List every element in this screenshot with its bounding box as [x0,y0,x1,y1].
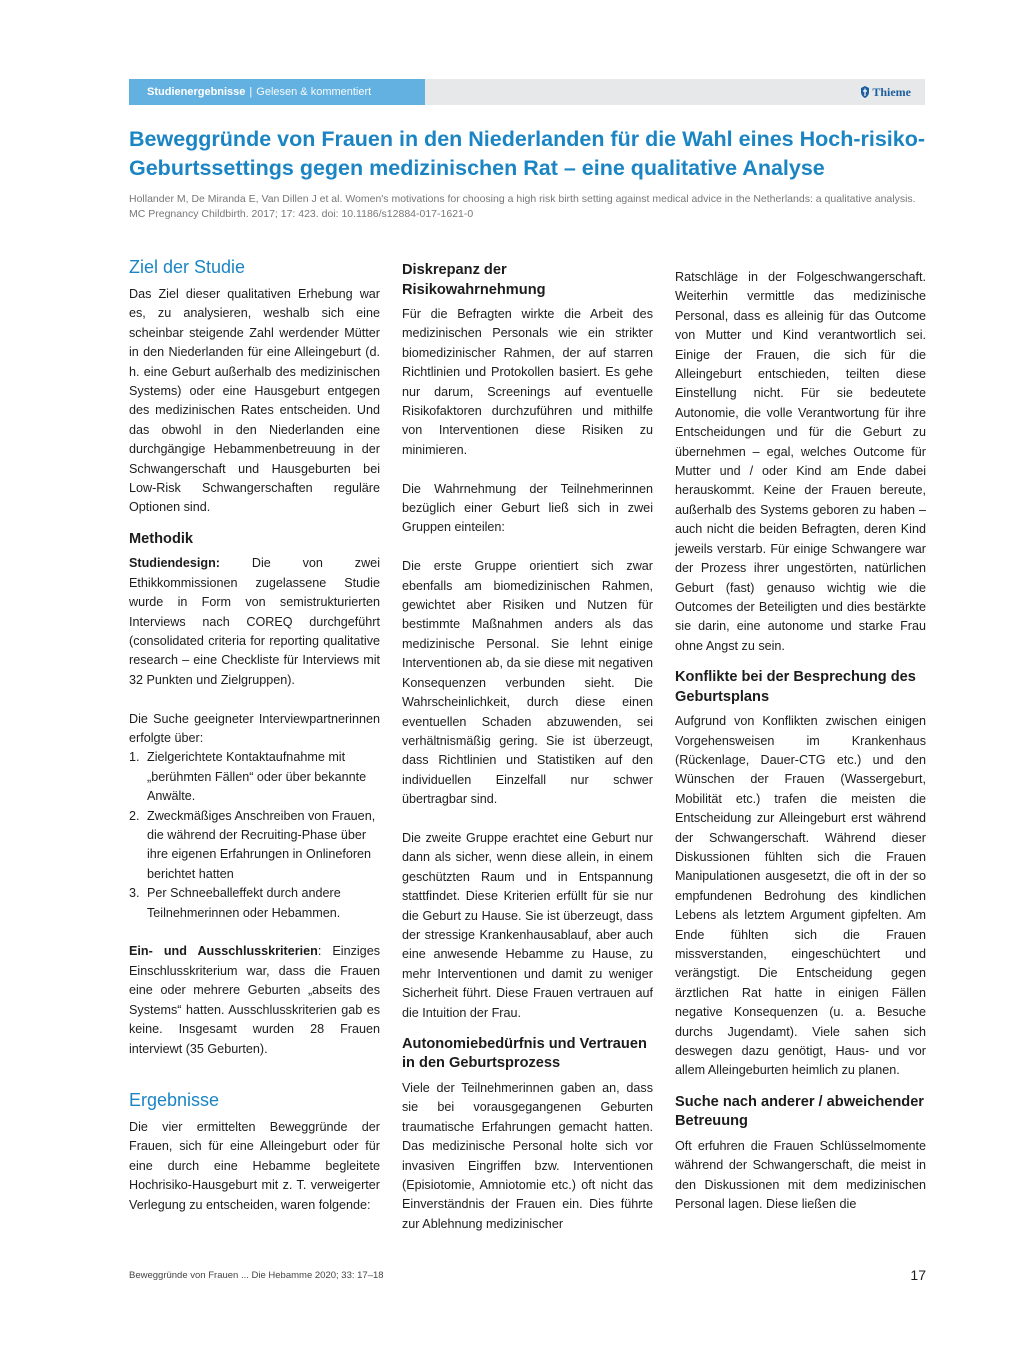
heading-methodik: Methodik [129,530,194,547]
heading-autonomie: Autonomiebedürfnis und Vertrauen in den Geburtsprozess [402,1035,647,1072]
text-column-3 [675,268,926,1214]
heading-konflikte: Konflikte bei der Besprechung des Geburtsplans [675,669,916,705]
article-title: Beweggründe von Frauen in den Niederlanden für die Wahl eines Hoch-risiko-Geburtssettings gegen medizinischen Rat – eine qualitative Analyse [129,127,926,180]
publisher-logo [860,79,911,105]
paragraph-ergebnisse: Die vier ermittelten Beweggründe der Frauen, sich für eine Alleingeburt oder für eine durch eine Hebamme begleitete Hochrisiko-Hausgeburt mit z. T. verweigerter Verlegung zu entscheiden, waren folgende: [129,1119,380,1212]
page-number: 17 [910,1267,926,1283]
text-column-2 [402,255,653,1234]
paragraph-suche: Die Suche geeigneter Interviewpartnerinnen erfolgte über: [129,711,380,746]
kriterien-label: Ein- und Ausschlusskriterien [129,944,318,959]
paragraph: Für die Befragten wirkte die Arbeit des medizinischen Personals wie ein strikter biomedizinischer Rahmen, der auf starren Richtlinien und Protokollen basiert. Es gehe nur darum, Screenings auf eventuelle Risikofaktoren durchzuführen und mithilfe von Interventionen diese Risiken zu minimieren. [402,307,653,457]
paragraph: Oft erfuhren die Frauen Schlüsselmomente während der Schwangerschaft, die meist in den Diskussionen mit dem medizinischen Personal lagen. Diese ließen die [675,1138,926,1212]
running-header [129,79,925,105]
paragraph: Ratschläge in der Folgeschwangerschaft. Weiterhin vermittle das medizinische Personal, dass es alleinig für das Outcome von Mutter und Kind verantwortlich sei. Einige der Frauen, die sich für die Alleingeburt entschieden, teilten diese Einstellung nicht. Für sie bedeutete Autonomie, die volle Verantwortung für ihre Entscheidungen und für die Geburt zu übernehmen – egal, welches Outcome für Mutter und / oder Kind am Ende dabei herauskommt. Keine der Frauen bereute, außerhalb des Systems geboren zu haben – auch nicht die beiden Befragten, deren Kind jeweils verstarb. Für einige Schwangere war der Prozess ihrer ungestörten, natürlichen Geburt (fast) genauso wichtig wie die Outcomes der Beteiligten und dies bestärkte sie darin, eine autonome und starke Frau ohne Angst zu sein. [675,270,926,653]
article-citation: Hollander M, De Miranda E, Van Dillen J et al. Women's motivations for choosing a high risk birth setting against medical advice in the Netherlands: a qualitative analysis. MC Pregnancy Childbirth. 2017; 17: 423. doi: 10.1186/s12884-017-1621-0 [129,193,916,220]
kriterien-text: : Einziges Einschlusskriterium war, dass die Frauen eine oder mehrere Geburten „abseits des Systems“ hatten. Ausschlusskriterien gab es keine. Insgesamt wurden 28 Frauen interviewt (35 Geburten). [129,944,380,1056]
running-footer: Beweggründe von Frauen ... Die Hebamme 2020; 33: 17–18 [129,1270,384,1281]
text-column-1 [129,255,380,1215]
paragraph: Die zweite Gruppe erachtet eine Geburt nur dann als sicher, wenn diese allein, in einem geschützten Raum und in Entspannung stattfindet. Diese Kriterien erfüllt für sie nur die Geburt zu Hause. Sie ist überzeugt, dass der stressige Krankenhausablauf, aber auch eine anwesende Hebamme zu Hause, zu mehr Interventionen und damit zu weniger Sicherheit führt. Diese Frauen vertrauen auf die Intuition der Frau. [402,830,653,1020]
studiendesign-text: Die von zwei Ethikkommissionen zugelassene Studie wurde in Form von semistrukturierten Interviews nach COREQ durchgeführt (consolidated criteria for reporting qualitative research – eine Checkliste für Interviews mit 32 Punkten und Zielgruppen). [129,556,380,687]
section-label [129,79,425,105]
heading-ergebnisse: Ergebnisse [129,1089,220,1110]
paragraph: Die erste Gruppe orientiert sich zwar ebenfalls am biomedizinischen Rahmen, gewichtet aber Risiken und Nutzen für bestimmte Maßnahmen anders als das medizinische Personal. Sie lehnt einige Interventionen ab, da sie diese mit negativen Konsequenzen verbunden sieht. Die Wahrscheinlichkeit, durch diese einen eventuellen Schaden abzuwenden, sei verhältnismäßig gering. Sie ist überzeugt, dass Richtlinien und Statistiken auf den individuellen Einzelfall nur schwer übertragbar sind. [402,559,653,807]
subsection-name: Gelesen & kommentiert [256,86,372,98]
heading-diskrepanz: Diskrepanz der Risikowahrnehmung [402,262,546,298]
paragraph-kriterien [129,942,380,1058]
heading-ziel: Ziel der Studie [129,257,246,277]
paragraph: Die Wahrnehmung der Teilnehmerinnen bezüglich einer Geburt ließ sich in zwei Gruppen einteilen: [402,481,653,535]
header-separator: | [249,86,253,98]
recruiting-list [129,748,380,923]
list-item: 2. Zweckmäßiges Anschreiben von Frauen, die während der Recruiting-Phase über ihre eigenen Erfahrungen in Onlineforen berichtet hatten [129,808,376,881]
list-item: 1. Zielgerichtete Kontaktaufnahme mit „berühmten Fällen“ oder über bekannte Anwälte. [129,750,367,804]
paragraph: Aufgrund von Konflikten zwischen einigen Vorgehensweisen im Krankenhaus (Rückenlage, Dauer-CTG etc.) und den Wünschen der Frauen (Wassergeburt, Mobilität etc.) trafen die meisten die Entscheidung zur Alleingeburt erst während der Schwangerschaft. Während dieser Diskussionen fühlten sich die Frauen Manipulationen ausgesetzt, die oft in der so empfundenen Bedrohung des kindlichen Lebens als letztem Argument gipfelten. Am Ende fühlten sich die Frauen missverstanden, eingeschüchtert und verängstigt. Die Entscheidung gegen ärztlichen Rat hatte in einigen Fällen negative Konsequenzen (u. a. Besuche durchs Jugendamt). Viele sahen sich deswegen dazu genötigt, Haus- und vor allem Alleingeburten heimlich zu planen. [675,714,926,1078]
paragraph: Viele der Teilnehmerinnen gaben an, dass sie bei vorausgegangenen Geburten traumatische Erfahrungen gemacht hatten. Das medizinische Personal holte sich vor invasiven Eingriffen bzw. Interventionen (Episiotomie, Amniotomie etc.) oft nicht das Einverständnis der Frauen ein. Dies führte zur Ablehnung medizinischer [402,1080,653,1231]
paragraph-ziel: Das Ziel dieser qualitativen Erhebung war es, zu analysieren, weshalb sich eine scheinbar steigende Zahl werdender Mütter in den Niederlanden für eine Alleingeburt (d. h. eine Geburt außerhalb des medizinischen Systems) oder eine Hausgeburt entgegen des medizinischen Rates entscheiden. Und das obwohl in den Niederlanden eine durchgängige Hebammenbetreuung in der Schwangerschaft und Hausgeburten bei Low-Risk Schwangerschaften reguläre Optionen sind. [129,287,380,515]
heading-suche-betreuung: Suche nach anderer / abweichender Betreuung [675,1093,924,1130]
section-name: Studienergebnisse [147,86,246,98]
thieme-emblem-icon [860,81,870,107]
list-item: 3. Per Schneeballeffekt durch andere Teilnehmerinnen oder Hebammen. [129,886,341,920]
studiendesign-label: Studiendesign: [129,556,220,571]
paragraph-studiendesign [129,554,380,690]
publisher-name: Thieme [872,85,911,99]
